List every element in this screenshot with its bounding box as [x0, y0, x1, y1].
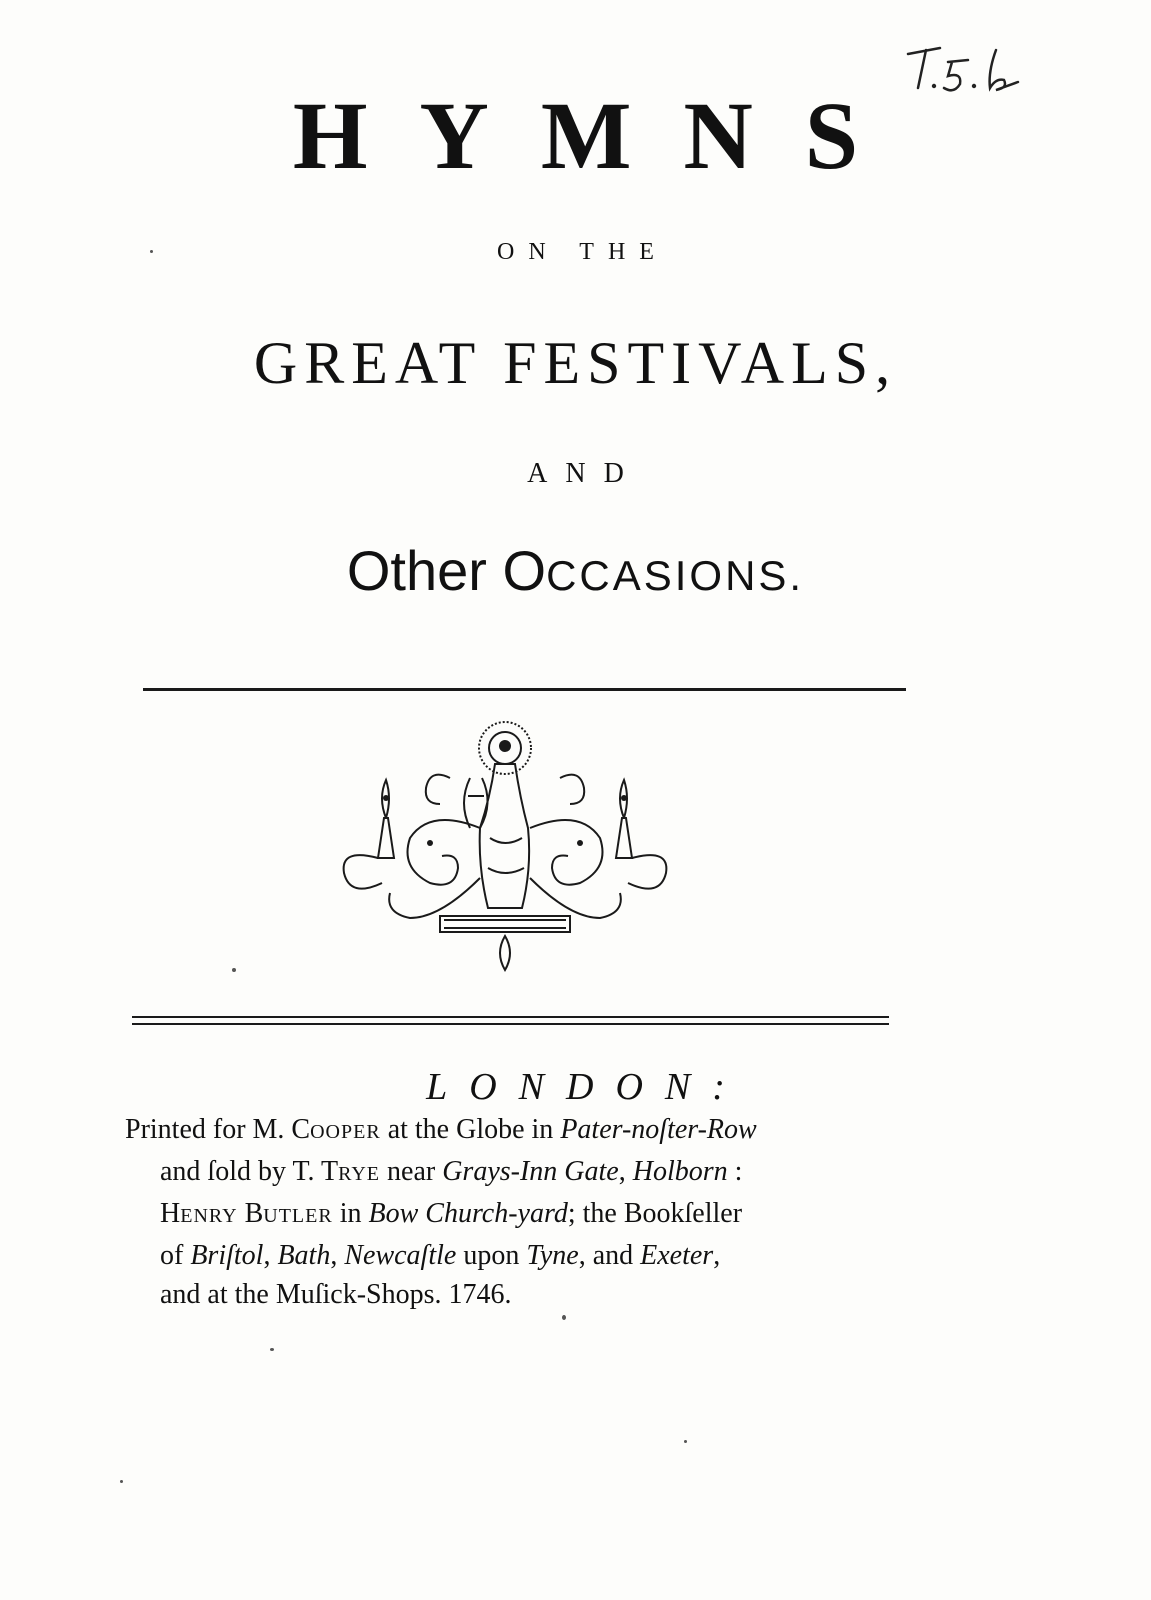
title-hymns: HYMNS: [292, 82, 911, 189]
paper-speck: [120, 1480, 123, 1483]
paper-speck: [150, 250, 153, 253]
imprint-city: LONDON:: [426, 1066, 747, 1108]
imprint-line-5: and at the Muſick-Shops. 1746.: [160, 1279, 512, 1310]
imprint-line-2: and ſold by T. TRYE near Grays-Inn Gate, Holborn :: [160, 1156, 743, 1187]
title-other-word: Other: [346, 539, 487, 602]
imprint-line-3: HENRY BUTLER in Bow Church-yard; the Bookſeller: [160, 1198, 743, 1229]
printers-ornament: [330, 708, 680, 988]
title-on-the: ON THE: [497, 239, 668, 265]
paper-speck: [562, 1315, 566, 1320]
title-occasions-initial: O: [502, 539, 547, 602]
top-rule: [143, 688, 906, 691]
paper-speck: [270, 1348, 274, 1351]
bottom-rule-upper: [132, 1016, 889, 1018]
paper-speck: [232, 968, 236, 972]
title-and: AND: [527, 458, 642, 489]
imprint-block: [125, 1110, 915, 1314]
title-occasions-smallcaps: CCASIONS.: [546, 552, 805, 599]
title-great-festivals: GREAT FESTIVALS,: [253, 330, 898, 396]
title-other-occasions: [0, 539, 1151, 602]
imprint-line-4: of Briſtol, Bath, Newcaſtle upon Tyne, and Exeter,: [160, 1240, 721, 1271]
bottom-rule-lower: [132, 1023, 889, 1025]
imprint-line-1: Printed for M. COOPER at the Globe in Pater-noſter-Row: [125, 1114, 757, 1145]
paper-speck: [684, 1440, 687, 1443]
